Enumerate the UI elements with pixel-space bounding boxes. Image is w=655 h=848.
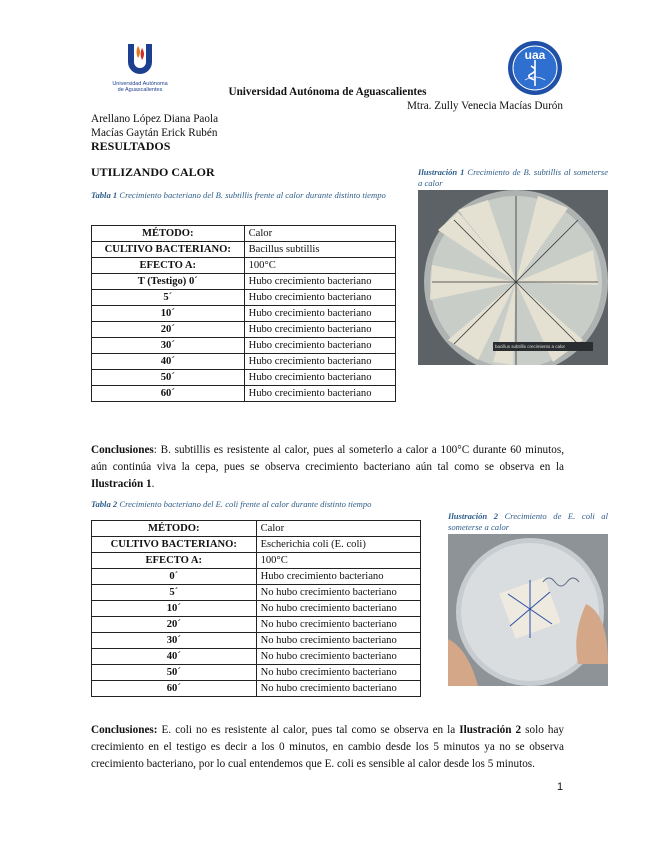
table-row bbox=[92, 617, 421, 633]
table-value-cell: Hubo crecimiento bacteriano bbox=[244, 322, 395, 338]
uaa-emblem-icon bbox=[108, 42, 172, 76]
table-row bbox=[92, 521, 421, 537]
table-key-cell: EFECTO A: bbox=[92, 553, 257, 569]
table-value-cell: 100°C bbox=[244, 258, 395, 274]
table-row bbox=[92, 585, 421, 601]
table-row bbox=[92, 601, 421, 617]
table-value-cell: No hubo crecimiento bacteriano bbox=[256, 649, 420, 665]
table-value-cell: Calor bbox=[244, 226, 395, 242]
table-row bbox=[92, 537, 421, 553]
table-row bbox=[92, 553, 421, 569]
table-key-cell: MÉTODO: bbox=[92, 521, 257, 537]
logo-right-text: uaa bbox=[524, 48, 546, 62]
conclusion1: Conclusiones: B. subtillis es resistente al calor, pues al someterlo a calor a 100°C durante 60 minutos, aún continúa viva la cepa, pues se observa crecimiento bacteriano aún tal como se observa en la Ilustración 1. bbox=[91, 444, 564, 490]
university-name: Universidad Autónoma de Aguascalientes bbox=[228, 86, 427, 98]
table-row bbox=[92, 226, 396, 242]
table-key-cell: 20´ bbox=[92, 322, 245, 338]
table-value-cell: No hubo crecimiento bacteriano bbox=[256, 585, 420, 601]
table-key-cell: 20´ bbox=[92, 617, 257, 633]
table-value-cell: Hubo crecimiento bacteriano bbox=[244, 274, 395, 290]
table-key-cell: CULTIVO BACTERIANO: bbox=[92, 242, 245, 258]
uaa-logo-left bbox=[108, 42, 172, 93]
table-row bbox=[92, 258, 396, 274]
logo-left-text-1: Universidad Autónoma bbox=[112, 81, 168, 87]
author-1: Arellano López Diana Paola bbox=[91, 113, 219, 125]
table2-caption: Tabla 2 Crecimiento bacteriano del E. coli frente al calor durante distinto tiempo bbox=[91, 499, 372, 509]
table-key-cell: 50´ bbox=[92, 370, 245, 386]
table-key-cell: 10´ bbox=[92, 306, 245, 322]
teacher-name: Mtra. Zully Venecia Macías Durón bbox=[406, 100, 563, 112]
table-row bbox=[92, 338, 396, 354]
table-key-cell: 10´ bbox=[92, 601, 257, 617]
table-key-cell: MÉTODO: bbox=[92, 226, 245, 242]
table-value-cell: No hubo crecimiento bacteriano bbox=[256, 681, 420, 697]
table-key-cell: 40´ bbox=[92, 649, 257, 665]
table-key-cell: T (Testigo) 0´ bbox=[92, 274, 245, 290]
table-key-cell: 5´ bbox=[92, 585, 257, 601]
figure2-photo bbox=[448, 534, 608, 686]
table-value-cell: No hubo crecimiento bacteriano bbox=[256, 617, 420, 633]
table-value-cell: Hubo crecimiento bacteriano bbox=[244, 370, 395, 386]
figure1-photo-label: bacillus subtillis crecimiento a calor bbox=[495, 344, 566, 349]
table-value-cell: No hubo crecimiento bacteriano bbox=[256, 633, 420, 649]
table-key-cell: EFECTO A: bbox=[92, 258, 245, 274]
conclusion2: Conclusiones: E. coli no es resistente al calor, pues tal como se observa en la Ilustración 2 solo hay crecimiento en el testigo es decir a los 0 minutos, en cambio desde los 5 minutos ya no se observa crecimiento bacteriano, por lo cual entendemos que E. coli es sensible al calor desde los 5 minutos. bbox=[91, 724, 564, 770]
table-row bbox=[92, 306, 396, 322]
table-value-cell: Calor bbox=[256, 521, 420, 537]
table-row bbox=[92, 322, 396, 338]
table2 bbox=[91, 520, 421, 697]
petri-dish-bsubtillis-icon bbox=[418, 190, 608, 365]
table-value-cell: Hubo crecimiento bacteriano bbox=[244, 290, 395, 306]
table-value-cell: Hubo crecimiento bacteriano bbox=[244, 386, 395, 402]
table-row bbox=[92, 386, 396, 402]
table-value-cell: Hubo crecimiento bacteriano bbox=[244, 306, 395, 322]
table-row bbox=[92, 681, 421, 697]
table-value-cell: Hubo crecimiento bacteriano bbox=[256, 569, 420, 585]
table-row bbox=[92, 242, 396, 258]
table-value-cell: No hubo crecimiento bacteriano bbox=[256, 601, 420, 617]
table-row bbox=[92, 290, 396, 306]
table-key-cell: CULTIVO BACTERIANO: bbox=[92, 537, 257, 553]
table1-caption: Tabla 1 Crecimiento bacteriano del B. subtillis frente al calor durante distinto tiempo bbox=[91, 190, 386, 200]
table-key-cell: 30´ bbox=[92, 338, 245, 354]
table1 bbox=[91, 225, 396, 402]
table-key-cell: 40´ bbox=[92, 354, 245, 370]
figure1-photo bbox=[418, 190, 608, 365]
logo-left-text-2: de Aguascalientes bbox=[117, 87, 163, 93]
table-value-cell: No hubo crecimiento bacteriano bbox=[256, 665, 420, 681]
section-title: RESULTADOS bbox=[91, 139, 171, 153]
table-value-cell: Hubo crecimiento bacteriano bbox=[244, 338, 395, 354]
table-row bbox=[92, 569, 421, 585]
table-key-cell: 5´ bbox=[92, 290, 245, 306]
table-value-cell: Hubo crecimiento bacteriano bbox=[244, 354, 395, 370]
table-row bbox=[92, 665, 421, 681]
petri-dish-ecoli-icon bbox=[448, 534, 608, 686]
subsection-title: UTILIZANDO CALOR bbox=[91, 165, 215, 179]
table-row bbox=[92, 370, 396, 386]
table-row bbox=[92, 649, 421, 665]
table-key-cell: 60´ bbox=[92, 386, 245, 402]
table-key-cell: 50´ bbox=[92, 665, 257, 681]
table-key-cell: 60´ bbox=[92, 681, 257, 697]
table-key-cell: 30´ bbox=[92, 633, 257, 649]
table-key-cell: 0´ bbox=[92, 569, 257, 585]
table-value-cell: Bacillus subtillis bbox=[244, 242, 395, 258]
table-value-cell: 100°C bbox=[256, 553, 420, 569]
figure1-caption: Ilustración 1 Crecimiento de B. subtillis al someterse a calor bbox=[418, 167, 609, 188]
table-row bbox=[92, 274, 396, 290]
page-number: 1 bbox=[557, 781, 564, 793]
table-row bbox=[92, 354, 396, 370]
figure2-caption: Ilustración 2 Crecimiento de E. coli al someterse a calor bbox=[448, 511, 608, 532]
author-2: Macías Gaytán Erick Rubén bbox=[91, 127, 218, 139]
table-row bbox=[92, 633, 421, 649]
table-value-cell: Escherichia coli (E. coli) bbox=[256, 537, 420, 553]
